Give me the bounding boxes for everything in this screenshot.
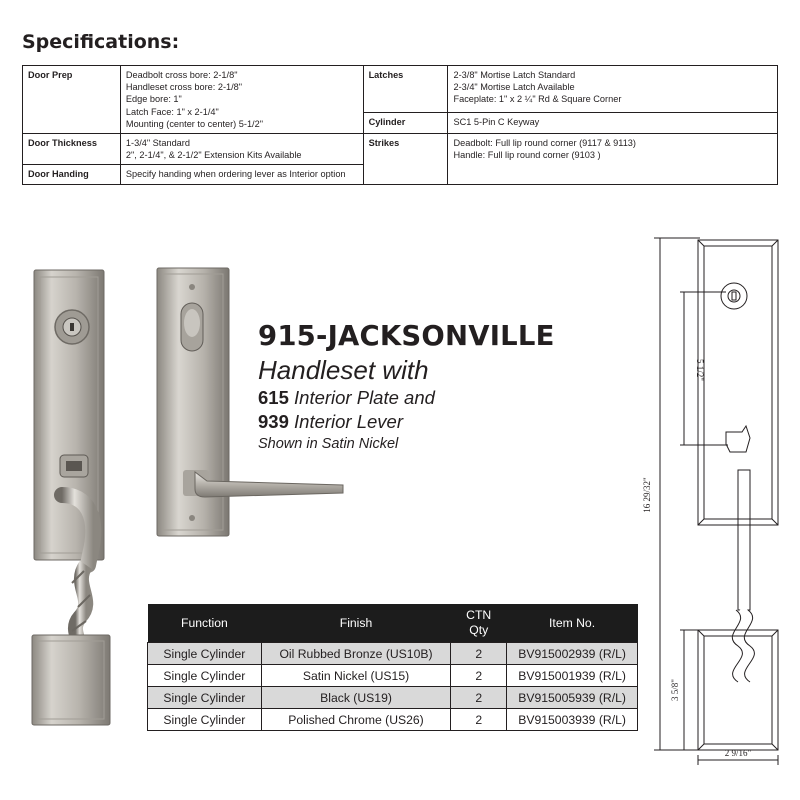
strikes-value: Deadbolt: Full lip round corner (9117 & 9113) Handle: Full lip round corner (9103 ) — [448, 134, 778, 185]
col-ctn-qty-header: CTN Qty — [451, 604, 507, 643]
table-row: Single Cylinder Black (US19) 2 BV915005939 (R/L) — [148, 687, 638, 709]
dim-overall: 16 29/32" — [642, 477, 652, 513]
exterior-handleset-photo — [28, 265, 112, 735]
dim-width: 2 9/16" — [724, 748, 752, 758]
specifications-heading: Specifications: — [22, 31, 180, 53]
latches-value: 2-3/8" Mortise Latch Standard 2-3/4" Mortise Latch Available Faceplate: 1" x 2 ¼" Rd & Square Corner — [448, 66, 778, 113]
door-thickness-value: 1-3/4" Standard 2", 2-1/4", & 2-1/2" Extension Kits Available — [120, 134, 363, 165]
product-model: 915-JACKSONVILLE — [258, 320, 555, 352]
table-row: Single Cylinder Polished Chrome (US26) 2 BV915003939 (R/L) — [148, 709, 638, 731]
door-handing-value: Specify handing when ordering lever as Interior option — [120, 165, 363, 184]
shown-finish: Shown in Satin Nickel — [258, 436, 399, 452]
table-row: Single Cylinder Oil Rubbed Bronze (US10B) 2 BV915002939 (R/L) — [148, 643, 638, 665]
cylinder-label: Cylinder — [363, 113, 448, 134]
bottom-plate-outline — [698, 630, 778, 750]
product-subtitle: Handleset with — [258, 355, 429, 385]
col-finish-header: Finish — [261, 604, 450, 643]
cylinder-circle — [721, 283, 747, 309]
door-handing-label: Door Handing — [23, 165, 121, 184]
dimension-drawing — [640, 230, 795, 770]
cylinder-value: SC1 5-Pin C Keyway — [448, 113, 778, 134]
table-row: Single Cylinder Satin Nickel (US15) 2 BV915001939 (R/L) — [148, 665, 638, 687]
dim-mounting: 5 1/2" — [695, 359, 705, 381]
specifications-table — [22, 65, 778, 185]
item-table — [147, 604, 638, 731]
door-prep-value: Deadbolt cross bore: 2-1/8" Handleset cross bore: 2-1/8" Edge bore: 1" Latch Face: 1" x 2-1/4" Mounting (center to center) 5-1/2" — [120, 66, 363, 134]
col-item-no-header: Item No. — [507, 604, 638, 643]
interior-plate-line: 615 Interior Plate and — [258, 387, 435, 408]
dim-bottom: 3 5/8" — [670, 679, 680, 701]
interior-lever-line: 939 Interior Lever — [258, 411, 404, 432]
product-title-block — [258, 318, 555, 454]
door-thickness-label: Door Thickness — [23, 134, 121, 165]
latches-label: Latches — [363, 66, 448, 113]
door-prep-label: Door Prep — [23, 66, 121, 134]
strikes-label: Strikes — [363, 134, 448, 185]
col-function-header: Function — [148, 604, 262, 643]
